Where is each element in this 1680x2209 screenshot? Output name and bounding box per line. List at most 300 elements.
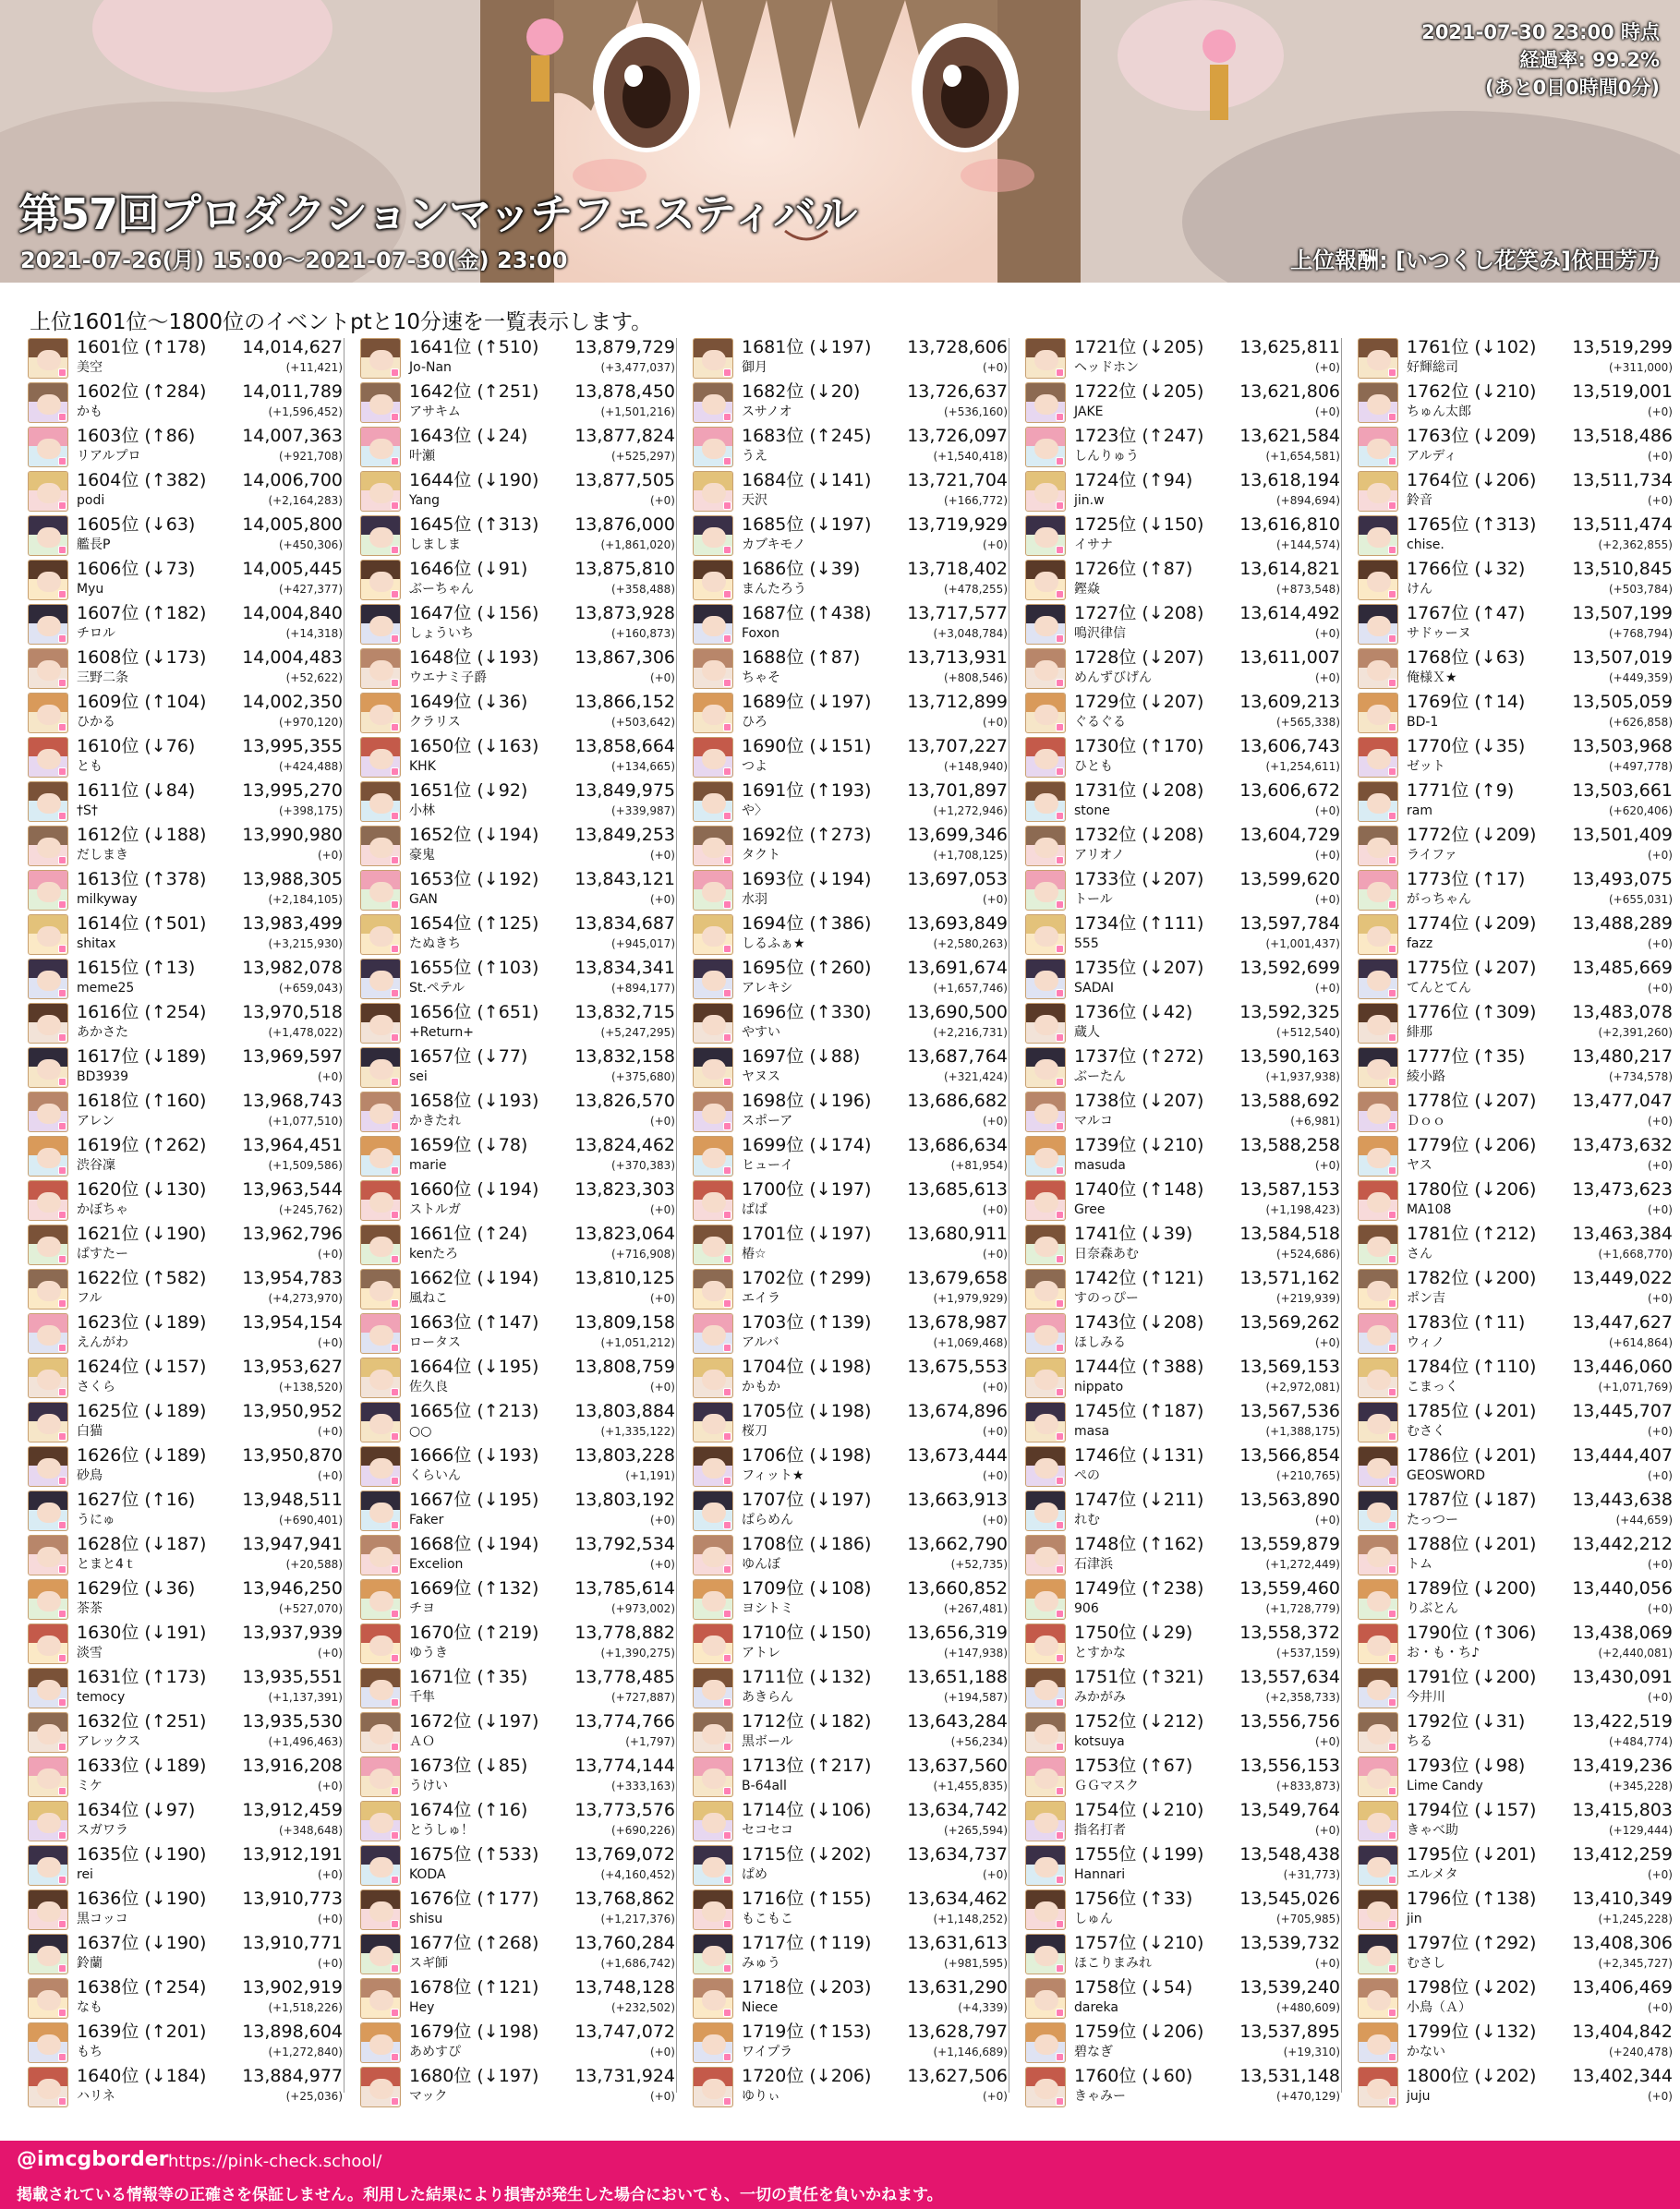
rank-entry <box>28 1976 346 2021</box>
producer-name: 黒ボール <box>742 1734 793 1749</box>
ten-min-speed: (+512,540) <box>1275 1026 1340 1039</box>
ten-min-speed: (+0) <box>1314 627 1340 640</box>
avatar-badge-icon <box>58 1432 66 1441</box>
producer-name: 綾小路 <box>1407 1069 1445 1084</box>
ten-min-speed: (+0) <box>649 494 675 507</box>
producer-name: かきたれ <box>409 1114 461 1129</box>
ten-min-speed: (+0) <box>1314 804 1340 817</box>
event-points: 13,616,810 <box>1239 514 1340 535</box>
event-points: 13,969,597 <box>242 1046 343 1067</box>
producer-name: あめすぴ <box>409 2045 461 2059</box>
avatar-face <box>702 1724 726 1744</box>
avatar-face <box>37 1237 61 1257</box>
ten-min-speed: (+0) <box>1314 1159 1340 1172</box>
rank-change: 1772位 (↓209) <box>1407 825 1537 845</box>
avatar-face <box>1367 483 1391 503</box>
rank-entry <box>28 779 346 824</box>
event-points: 13,719,929 <box>907 514 1008 535</box>
producer-avatar <box>360 2067 401 2107</box>
rank-entry <box>28 1755 346 1799</box>
avatar-badge-icon <box>58 2009 66 2017</box>
ten-min-speed: (+0) <box>649 2046 675 2058</box>
event-points: 13,440,056 <box>1572 1578 1673 1599</box>
ten-min-speed: (+768,794) <box>1608 627 1673 640</box>
producer-name: ポン吉 <box>1407 1291 1445 1306</box>
ten-min-speed: (+0) <box>1647 1558 1673 1571</box>
rank-entry <box>360 558 679 602</box>
avatar-badge-icon <box>1056 1831 1064 1840</box>
rank-change: 1740位 (↑148) <box>1074 1179 1204 1200</box>
event-points: 13,995,270 <box>242 780 343 801</box>
ten-min-speed: (+450,306) <box>278 538 343 551</box>
avatar-badge-icon <box>1056 1078 1064 1086</box>
event-points: 13,627,506 <box>907 2066 1008 2086</box>
producer-avatar <box>693 515 733 556</box>
producer-avatar <box>693 1446 733 1487</box>
producer-name: しましま <box>409 537 461 552</box>
rank-entry <box>360 1888 679 1932</box>
rank-change: 1708位 (↓186) <box>742 1534 872 1554</box>
avatar-badge-icon <box>58 413 66 421</box>
avatar-badge-icon <box>1056 1033 1064 1042</box>
ten-min-speed: (+1,069,468) <box>933 1336 1008 1349</box>
event-points: 13,687,764 <box>907 1046 1008 1067</box>
avatar-face <box>1034 1768 1058 1789</box>
avatar-badge-icon <box>58 723 66 731</box>
avatar-face <box>37 1192 61 1213</box>
avatar-face <box>1367 1724 1391 1744</box>
avatar-face <box>37 1370 61 1390</box>
avatar-badge-icon <box>58 1255 66 1263</box>
rank-entry <box>1025 1090 1344 1134</box>
rank-change: 1634位 (↓97) <box>77 1800 196 1820</box>
ten-min-speed: (+20,588) <box>285 1558 343 1571</box>
event-points: 13,982,078 <box>242 958 343 978</box>
rank-change: 1624位 (↓157) <box>77 1357 207 1377</box>
event-points: 13,912,191 <box>242 1844 343 1865</box>
producer-name: アトレ <box>742 1646 780 1660</box>
producer-avatar <box>28 1978 68 2019</box>
avatar-badge-icon <box>391 1388 399 1396</box>
producer-avatar <box>1358 737 1398 778</box>
site-link[interactable]: https://pink-check.school/ <box>168 2152 382 2171</box>
avatar-badge-icon <box>723 1920 731 1928</box>
ten-min-speed: (+0) <box>317 1425 343 1438</box>
rank-entry <box>1358 1976 1676 2021</box>
ten-min-speed: (+0) <box>649 1115 675 1128</box>
rank-change: 1663位 (↑147) <box>409 1312 539 1333</box>
rank-change: 1724位 (↑94) <box>1074 470 1193 490</box>
rank-change: 1655位 (↑103) <box>409 958 539 978</box>
rank-change: 1674位 (↑16) <box>409 1800 528 1820</box>
ten-min-speed: (+1,979,929) <box>933 1292 1008 1305</box>
ten-min-speed: (+311,000) <box>1608 361 1673 374</box>
producer-avatar <box>1025 1801 1066 1841</box>
twitter-handle[interactable]: @imcgborder <box>17 2148 169 2171</box>
event-points: 13,674,896 <box>907 1401 1008 1421</box>
ten-min-speed: (+808,546) <box>943 671 1008 684</box>
avatar-face <box>1367 1768 1391 1789</box>
producer-avatar <box>28 1491 68 1531</box>
rank-entry <box>360 2021 679 2065</box>
producer-avatar <box>693 1402 733 1442</box>
avatar-face <box>37 971 61 991</box>
producer-avatar <box>693 693 733 733</box>
rank-entry <box>1358 513 1676 558</box>
avatar-badge-icon <box>723 1388 731 1396</box>
producer-name: GAN <box>409 892 438 907</box>
rank-change: 1755位 (↓199) <box>1074 1844 1204 1865</box>
ten-min-speed: (+1,518,226) <box>268 2001 343 2014</box>
avatar-face <box>37 1104 61 1124</box>
rank-entry <box>1358 558 1676 602</box>
rank-entry <box>1025 779 1344 824</box>
avatar-badge-icon <box>1056 812 1064 820</box>
producer-name: アルディ <box>1407 449 1457 464</box>
producer-avatar <box>693 959 733 999</box>
avatar-badge-icon <box>1056 767 1064 776</box>
rank-entry <box>1025 336 1344 380</box>
rank-change: 1701位 (↓197) <box>742 1224 872 1244</box>
producer-name: たぬきち <box>409 936 461 951</box>
producer-name: お・も・ち♪ <box>1407 1646 1480 1660</box>
event-points: 13,878,450 <box>574 381 675 402</box>
producer-name: エイラ <box>742 1291 780 1306</box>
event-points: 13,690,500 <box>907 1002 1008 1022</box>
avatar-face <box>37 1990 61 2010</box>
rank-entry <box>360 469 679 513</box>
rank-entry <box>360 868 679 912</box>
producer-name: フィット★ <box>742 1468 804 1483</box>
rank-entry <box>1025 1932 1344 1976</box>
rank-entry <box>693 1755 1011 1799</box>
producer-name: fazz <box>1407 936 1433 951</box>
producer-name: ほしみる <box>1074 1335 1126 1350</box>
producer-avatar <box>1358 1624 1398 1664</box>
avatar-face <box>702 2079 726 2099</box>
rank-change: 1632位 (↑251) <box>77 1711 207 1732</box>
rank-entry <box>28 646 346 691</box>
avatar-face <box>1034 1503 1058 1523</box>
producer-avatar <box>1025 515 1066 556</box>
producer-avatar <box>28 1003 68 1044</box>
producer-name: こまっく <box>1407 1380 1458 1394</box>
avatar-face <box>369 1813 393 1833</box>
avatar-badge-icon <box>1056 501 1064 510</box>
avatar-face <box>1367 926 1391 947</box>
producer-avatar <box>28 693 68 733</box>
avatar-badge-icon <box>1056 1255 1064 1263</box>
producer-avatar <box>1358 1889 1398 1930</box>
ten-min-speed: (+1,137,391) <box>268 1691 343 1704</box>
producer-avatar <box>693 1845 733 1886</box>
producer-name: ぶーちゃん <box>409 582 474 597</box>
rank-change: 1745位 (↑187) <box>1074 1401 1204 1421</box>
rank-change: 1777位 (↑35) <box>1407 1046 1526 1067</box>
producer-name: タクト <box>742 848 780 863</box>
avatar-badge-icon <box>723 812 731 820</box>
event-points: 13,995,355 <box>242 736 343 756</box>
avatar-face <box>702 1547 726 1567</box>
producer-name: さん <box>1407 1247 1432 1261</box>
event-points: 13,618,194 <box>1239 470 1340 490</box>
rank-change: 1727位 (↓208) <box>1074 603 1204 623</box>
avatar-face <box>369 350 393 370</box>
rank-entry <box>693 1976 1011 2021</box>
ten-min-speed: (+4,160,452) <box>600 1868 675 1881</box>
rank-change: 1720位 (↓206) <box>742 2066 872 2086</box>
avatar-badge-icon <box>723 1432 731 1441</box>
avatar-face <box>37 1281 61 1301</box>
producer-name: marie <box>409 1158 447 1173</box>
avatar-face <box>369 1591 393 1611</box>
rank-entry <box>1025 469 1344 513</box>
producer-name: meme25 <box>77 981 135 996</box>
avatar-face <box>369 1636 393 1656</box>
avatar-face <box>369 1192 393 1213</box>
event-points: 13,701,897 <box>907 780 1008 801</box>
avatar-badge-icon <box>1388 1432 1396 1441</box>
producer-name: とまと4ｔ <box>77 1557 137 1572</box>
event-points: 13,970,518 <box>242 1002 343 1022</box>
elapsed-rate: 経過率: 99.2% <box>1519 49 1660 71</box>
event-points: 13,902,919 <box>242 1977 343 1998</box>
producer-avatar <box>28 382 68 423</box>
avatar-badge-icon <box>58 1166 66 1175</box>
producer-avatar <box>693 1535 733 1575</box>
ten-min-speed: (+166,772) <box>943 494 1008 507</box>
producer-avatar <box>1358 1180 1398 1221</box>
event-points: 13,410,349 <box>1572 1889 1673 1909</box>
ten-min-speed: (+484,774) <box>1608 1735 1673 1748</box>
avatar-face <box>1367 1547 1391 1567</box>
rank-entry <box>360 336 679 380</box>
ten-min-speed: (+0) <box>982 1868 1008 1881</box>
avatar-face <box>37 1636 61 1656</box>
event-points: 14,007,363 <box>242 426 343 446</box>
producer-name: milkyway <box>77 892 138 907</box>
ten-min-speed: (+427,377) <box>278 583 343 596</box>
ten-min-speed: (+44,659) <box>1615 1514 1673 1527</box>
avatar-face <box>1367 749 1391 769</box>
producer-name: B-64all <box>742 1779 787 1793</box>
rank-change: 1711位 (↓132) <box>742 1667 872 1687</box>
ten-min-speed: (+1,455,835) <box>933 1780 1008 1793</box>
producer-avatar <box>1358 560 1398 600</box>
producer-name: ゆんぼ <box>742 1557 780 1572</box>
ten-min-speed: (+5,247,295) <box>600 1026 675 1039</box>
avatar-face <box>1034 1813 1058 1833</box>
rank-entry <box>360 1267 679 1311</box>
rank-entry <box>1025 1223 1344 1267</box>
avatar-badge-icon <box>723 2053 731 2061</box>
avatar-face <box>1367 1192 1391 1213</box>
rank-entry <box>1025 558 1344 602</box>
producer-name: アレックス <box>77 1734 141 1749</box>
producer-name: 小林 <box>409 803 435 818</box>
avatar-badge-icon <box>723 679 731 687</box>
producer-avatar <box>1025 1535 1066 1575</box>
event-points: 13,660,852 <box>907 1578 1008 1599</box>
producer-avatar <box>693 737 733 778</box>
producer-avatar <box>1358 693 1398 733</box>
ten-min-speed: (+219,939) <box>1275 1292 1340 1305</box>
snapshot-time: 2021-07-30 23:00 時点 <box>1421 21 1660 43</box>
rank-change: 1783位 (↑11) <box>1407 1312 1526 1333</box>
rank-entry <box>1025 1976 1344 2021</box>
avatar-badge-icon <box>1388 590 1396 598</box>
avatar-badge-icon <box>391 1299 399 1308</box>
avatar-face <box>37 838 61 858</box>
event-points: 13,519,001 <box>1572 381 1673 402</box>
rank-change: 1671位 (↑35) <box>409 1667 528 1687</box>
producer-name: ストルガ <box>409 1202 461 1217</box>
avatar-badge-icon <box>391 1344 399 1352</box>
rank-change: 1687位 (↑438) <box>742 603 872 623</box>
rank-entry <box>1358 1134 1676 1178</box>
avatar-badge-icon <box>1056 679 1064 687</box>
event-points: 13,832,158 <box>574 1046 675 1067</box>
rank-change: 1696位 (↑330) <box>742 1002 872 1022</box>
avatar-badge-icon <box>58 1610 66 1618</box>
rank-entry <box>1358 336 1676 380</box>
producer-avatar <box>1025 648 1066 689</box>
avatar-face <box>1367 439 1391 459</box>
producer-name: ヘッドホン <box>1074 360 1139 375</box>
event-points: 14,006,700 <box>242 470 343 490</box>
rank-entry <box>28 1223 346 1267</box>
rank-entry <box>1025 1577 1344 1622</box>
ten-min-speed: (+0) <box>1647 494 1673 507</box>
event-points: 13,916,208 <box>242 1756 343 1776</box>
producer-name: アレキシ <box>742 981 793 996</box>
avatar-face <box>1034 1990 1058 2010</box>
avatar-badge-icon <box>723 1831 731 1840</box>
avatar-face <box>37 616 61 636</box>
producer-avatar <box>28 1180 68 1221</box>
rank-change: 1642位 (↑251) <box>409 381 539 402</box>
producer-name: もち <box>77 2045 103 2059</box>
ten-min-speed: (+478,255) <box>943 583 1008 596</box>
rank-change: 1646位 (↓91) <box>409 559 528 579</box>
ten-min-speed: (+1,001,437) <box>1265 937 1340 950</box>
avatar-badge-icon <box>391 590 399 598</box>
avatar-badge-icon <box>1056 1299 1064 1308</box>
event-points: 13,566,854 <box>1239 1445 1340 1466</box>
rank-entry <box>28 1932 346 1976</box>
ten-min-speed: (+0) <box>1314 982 1340 995</box>
avatar-face <box>37 1768 61 1789</box>
avatar-face <box>1367 350 1391 370</box>
avatar-face <box>702 1015 726 1035</box>
rank-entry <box>28 1888 346 1932</box>
ten-min-speed: (+370,383) <box>610 1159 675 1172</box>
producer-avatar <box>1025 1579 1066 1620</box>
avatar-face <box>1367 1990 1391 2010</box>
rank-change: 1787位 (↓187) <box>1407 1490 1537 1510</box>
event-points: 13,873,928 <box>574 603 675 623</box>
producer-name: スサノオ <box>742 404 792 419</box>
producer-avatar <box>28 1668 68 1708</box>
avatar-badge-icon <box>391 1964 399 1973</box>
avatar-badge-icon <box>1388 546 1396 554</box>
event-points: 13,810,125 <box>574 1268 675 1288</box>
event-points: 13,678,987 <box>907 1312 1008 1333</box>
producer-avatar <box>28 2067 68 2107</box>
producer-name: スガワラ <box>77 1823 128 1838</box>
rank-change: 1743位 (↓208) <box>1074 1312 1204 1333</box>
rank-entry <box>1025 1001 1344 1045</box>
rank-entry <box>28 1444 346 1489</box>
rank-entry <box>1025 1178 1344 1223</box>
producer-name: マック <box>409 2089 448 2104</box>
event-points: 14,011,789 <box>242 381 343 402</box>
avatar-badge-icon <box>391 1432 399 1441</box>
rank-entry <box>28 558 346 602</box>
event-points: 13,442,212 <box>1572 1534 1673 1554</box>
ten-min-speed: (+0) <box>317 1336 343 1349</box>
producer-avatar <box>1025 1180 1066 1221</box>
event-points: 13,637,560 <box>907 1756 1008 1776</box>
ten-min-speed: (+894,694) <box>1275 494 1340 507</box>
event-points: 13,866,152 <box>574 692 675 712</box>
avatar-face <box>702 1636 726 1656</box>
rank-change: 1797位 (↑292) <box>1407 1933 1537 1953</box>
avatar-badge-icon <box>723 1255 731 1263</box>
rank-change: 1748位 (↑162) <box>1074 1534 1204 1554</box>
producer-name: masa <box>1074 1424 1110 1439</box>
rank-change: 1611位 (↓84) <box>77 780 196 801</box>
avatar-face <box>1367 971 1391 991</box>
event-points: 13,760,284 <box>574 1933 675 1953</box>
producer-name: ちる <box>1407 1734 1432 1749</box>
avatar-face <box>1034 705 1058 725</box>
rank-change: 1620位 (↓130) <box>77 1179 207 1200</box>
rank-change: 1613位 (↑378) <box>77 869 207 889</box>
producer-avatar <box>693 870 733 911</box>
rank-entry <box>1358 691 1676 735</box>
rank-change: 1622位 (↑582) <box>77 1268 207 1288</box>
ten-min-speed: (+240,478) <box>1608 2046 1673 2058</box>
rank-entry <box>360 1134 679 1178</box>
event-points: 13,419,236 <box>1572 1756 1673 1776</box>
producer-avatar <box>28 826 68 866</box>
avatar-face <box>702 1414 726 1434</box>
producer-name: けん <box>1407 582 1432 597</box>
rank-entry <box>360 1932 679 1976</box>
rank-change: 1685位 (↓197) <box>742 514 872 535</box>
avatar-badge-icon <box>391 1477 399 1485</box>
rank-entry <box>360 1178 679 1223</box>
avatar-badge-icon <box>1056 457 1064 465</box>
rank-change: 1792位 (↓31) <box>1407 1711 1526 1732</box>
producer-avatar <box>1025 1358 1066 1398</box>
producer-avatar <box>1358 1402 1398 1442</box>
rank-entry <box>1025 1444 1344 1489</box>
event-points: 13,803,192 <box>574 1490 675 1510</box>
avatar-face <box>37 1724 61 1744</box>
event-points: 13,625,811 <box>1239 337 1340 357</box>
rank-entry <box>1025 1134 1344 1178</box>
producer-avatar <box>1358 826 1398 866</box>
avatar-badge-icon <box>1388 368 1396 377</box>
avatar-face <box>1034 572 1058 592</box>
ten-min-speed: (+1,272,449) <box>1265 1558 1340 1571</box>
ten-min-speed: (+81,954) <box>950 1159 1008 1172</box>
rank-entry <box>1358 1932 1676 1976</box>
producer-name: 石津浜 <box>1074 1557 1113 1572</box>
producer-name: ram <box>1407 803 1432 818</box>
